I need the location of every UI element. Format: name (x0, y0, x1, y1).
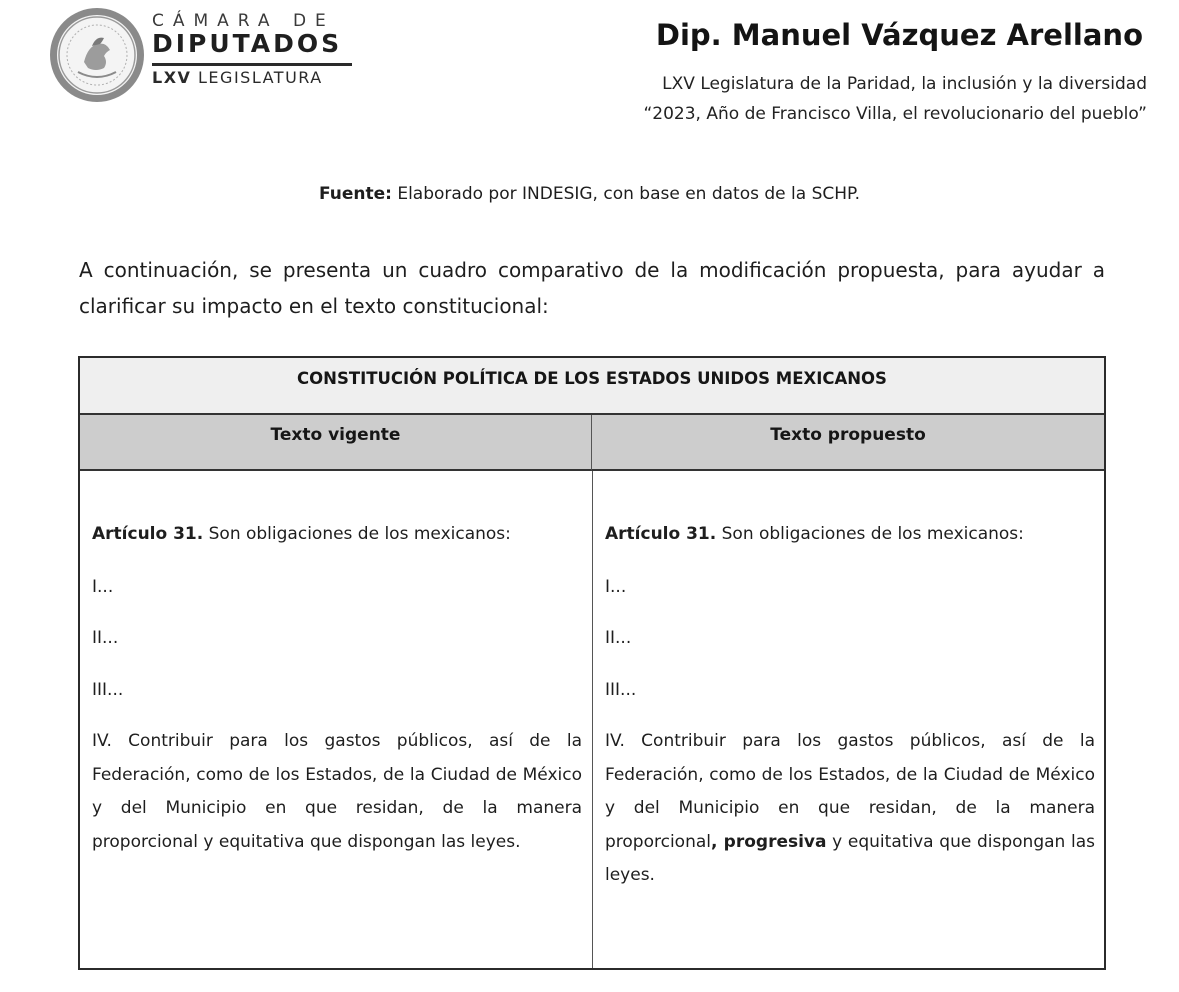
fraction-ii: II... (605, 628, 632, 648)
texto-propuesto-cell (605, 518, 1095, 893)
fraction-i: I... (92, 576, 114, 597)
source-text: Elaborado por INDESIG, con base en datos de la SCHP. (397, 184, 861, 204)
article-label: Artículo 31. (92, 524, 204, 544)
source-note (0, 184, 1179, 204)
logo-legislatura (152, 68, 362, 88)
fraction-ii: II... (92, 628, 119, 648)
article-31-heading (92, 518, 582, 552)
fraction-i: I... (605, 576, 627, 597)
fraction-iii: III... (605, 679, 637, 700)
fraction-iv-progresiva: , progresiva (711, 831, 827, 852)
logo-rule (152, 63, 352, 66)
fraction-iii: III... (92, 679, 124, 700)
column-header-texto-vigente: Texto vigente (80, 415, 592, 471)
fraction-iv-text-before: IV. Contribuir para los gastos públicos, así de la Federación, como de los Estados, de la Ciudad de México y del Municipio en que residan, de la manera proporcional (605, 731, 1095, 852)
legislature-line: LXV Legislatura de la Paridad, la inclusión y la diversidad (662, 74, 1147, 94)
article-31-heading (605, 518, 1095, 552)
texto-vigente-cell (92, 518, 582, 859)
comparison-table (78, 356, 1106, 970)
fraction-iv: IV. Contribuir para los gastos públicos, así de la Federación, como de los Estados, de la Ciudad de México y del Municipio en que residan, de la manera proporcional y equitativa que dispongan las leyes. (92, 731, 582, 852)
column-divider (592, 471, 593, 968)
intro-paragraph: A continuación, se presenta un cuadro comparativo de la modificación propuesta, para ayudar a clarificar su impacto en el texto constitucional: (79, 258, 1105, 318)
camara-logo-text (152, 12, 362, 88)
fraction-iv-text-after: y equitativa que dispongan las leyes. (605, 831, 1095, 885)
year-motto-line: “2023, Año de Francisco Villa, el revolucionario del pueblo” (643, 104, 1147, 124)
table-title: CONSTITUCIÓN POLÍTICA DE LOS ESTADOS UNIDOS MEXICANOS (80, 358, 1104, 415)
logo-camara-de: CÁMARA DE (152, 11, 335, 31)
logo-diputados: DIPUTADOS (152, 29, 343, 58)
source-label: Fuente: (318, 184, 392, 204)
article-text: Son obligaciones de los mexicanos: (721, 524, 1024, 544)
logo-legislatura-word: LEGISLATURA (198, 68, 323, 87)
article-label: Artículo 31. (605, 524, 717, 544)
article-text: Son obligaciones de los mexicanos: (208, 524, 511, 544)
logo-lxv: LXV (152, 68, 192, 87)
deputy-name: Dip. Manuel Vázquez Arellano (655, 18, 1143, 52)
camara-seal-logo (48, 6, 146, 104)
fraction-iv (605, 725, 1095, 893)
column-header-texto-propuesto: Texto propuesto (592, 415, 1104, 471)
